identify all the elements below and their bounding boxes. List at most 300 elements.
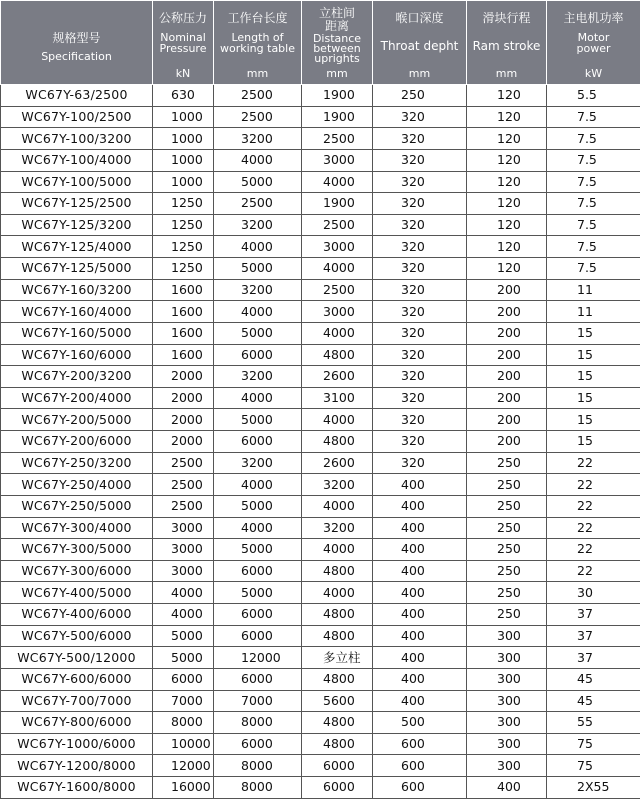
table-row — [1, 755, 640, 777]
cell-throat-depth: 400 — [373, 690, 467, 712]
cell-upright-distance: 3100 — [302, 387, 373, 409]
cell-throat-depth: 320 — [373, 128, 467, 150]
cell-nominal-pressure: 8000 — [153, 712, 214, 734]
table-row — [1, 625, 640, 647]
cell-table-length: 2500 — [214, 106, 302, 128]
table-row — [1, 517, 640, 539]
cell-ram-stroke: 120 — [467, 214, 547, 236]
table-row — [1, 301, 640, 323]
cell-upright-distance: 1900 — [302, 85, 373, 107]
cell-ram-stroke: 120 — [467, 236, 547, 258]
table-row — [1, 193, 640, 215]
header-stroke-unit: mm — [495, 67, 518, 80]
cell-upright-distance: 1900 — [302, 106, 373, 128]
header-pressure-unit: kN — [175, 67, 191, 80]
cell-upright-distance: 3200 — [302, 474, 373, 496]
cell-specification: WC67Y-100/3200 — [1, 128, 153, 150]
cell-upright-distance: 2500 — [302, 279, 373, 301]
cell-nominal-pressure: 630 — [153, 85, 214, 107]
cell-throat-depth: 320 — [373, 344, 467, 366]
cell-motor-power: 45 — [547, 668, 640, 690]
cell-motor-power: 7.5 — [547, 236, 640, 258]
cell-table-length: 6000 — [214, 625, 302, 647]
cell-throat-depth: 400 — [373, 517, 467, 539]
cell-ram-stroke: 250 — [467, 560, 547, 582]
cell-table-length: 6000 — [214, 560, 302, 582]
cell-upright-distance: 4000 — [302, 539, 373, 561]
cell-ram-stroke: 250 — [467, 539, 547, 561]
cell-throat-depth: 400 — [373, 539, 467, 561]
cell-specification: WC67Y-100/5000 — [1, 171, 153, 193]
cell-throat-depth: 320 — [373, 193, 467, 215]
header-distance-en-line3: uprights — [314, 52, 360, 65]
cell-ram-stroke: 250 — [467, 582, 547, 604]
cell-ram-stroke: 200 — [467, 409, 547, 431]
cell-ram-stroke: 300 — [467, 712, 547, 734]
cell-table-length: 8000 — [214, 712, 302, 734]
header-distance-cn — [302, 7, 372, 33]
cell-nominal-pressure: 3000 — [153, 560, 214, 582]
cell-ram-stroke: 300 — [467, 625, 547, 647]
cell-throat-depth: 320 — [373, 322, 467, 344]
header-distance-cn-line1: 立柱间 — [318, 6, 355, 20]
cell-nominal-pressure: 1250 — [153, 258, 214, 280]
cell-upright-distance: 4800 — [302, 625, 373, 647]
cell-specification: WC67Y-1000/6000 — [1, 733, 153, 755]
cell-ram-stroke: 200 — [467, 279, 547, 301]
cell-specification: WC67Y-100/2500 — [1, 106, 153, 128]
cell-motor-power: 22 — [547, 517, 640, 539]
cell-throat-depth: 320 — [373, 301, 467, 323]
header-stroke-cn: 滑块行程 — [482, 11, 531, 25]
cell-specification: WC67Y-1600/8000 — [1, 777, 153, 799]
cell-specification: WC67Y-700/7000 — [1, 690, 153, 712]
cell-upright-distance: 4000 — [302, 258, 373, 280]
cell-upright-distance: 5600 — [302, 690, 373, 712]
cell-ram-stroke: 120 — [467, 171, 547, 193]
cell-nominal-pressure: 2500 — [153, 452, 214, 474]
cell-upright-distance: 6000 — [302, 755, 373, 777]
table-header — [1, 1, 640, 85]
cell-specification: WC67Y-250/4000 — [1, 474, 153, 496]
header-motor-power — [547, 1, 640, 85]
header-table-length-cn: 工作台长度 — [227, 11, 288, 25]
cell-nominal-pressure: 4000 — [153, 582, 214, 604]
cell-nominal-pressure: 5000 — [153, 647, 214, 669]
cell-ram-stroke: 250 — [467, 452, 547, 474]
table-row — [1, 495, 640, 517]
cell-throat-depth: 600 — [373, 755, 467, 777]
cell-nominal-pressure: 12000 — [153, 755, 214, 777]
cell-motor-power: 55 — [547, 712, 640, 734]
header-distance-unit: mm — [326, 67, 348, 80]
cell-table-length: 4000 — [214, 387, 302, 409]
cell-upright-distance: 3000 — [302, 149, 373, 171]
cell-nominal-pressure: 1600 — [153, 322, 214, 344]
cell-upright-distance: 4800 — [302, 431, 373, 453]
table-body — [1, 85, 640, 799]
cell-throat-depth: 320 — [373, 258, 467, 280]
cell-motor-power: 7.5 — [547, 258, 640, 280]
header-pressure-en — [153, 32, 213, 54]
cell-table-length: 3200 — [214, 279, 302, 301]
table-row — [1, 106, 640, 128]
cell-motor-power: 37 — [547, 647, 640, 669]
cell-motor-power: 7.5 — [547, 171, 640, 193]
header-throat-depth — [373, 1, 467, 85]
table-row — [1, 214, 640, 236]
cell-throat-depth: 250 — [373, 85, 467, 107]
header-pressure-en-line1: Nominal — [160, 31, 206, 44]
header-throat-en: Throat depht — [380, 39, 459, 53]
cell-specification: WC67Y-200/5000 — [1, 409, 153, 431]
header-motor-unit: kW — [584, 67, 603, 80]
cell-nominal-pressure: 3000 — [153, 517, 214, 539]
cell-motor-power: 22 — [547, 474, 640, 496]
cell-throat-depth: 320 — [373, 214, 467, 236]
cell-nominal-pressure: 1250 — [153, 193, 214, 215]
cell-specification: WC67Y-160/3200 — [1, 279, 153, 301]
header-distance-en-line1: Distance — [312, 32, 362, 45]
table-row — [1, 604, 640, 626]
header-table-length-en-line2: working table — [220, 42, 295, 55]
cell-ram-stroke: 250 — [467, 517, 547, 539]
table-row — [1, 539, 640, 561]
cell-throat-depth: 320 — [373, 409, 467, 431]
cell-specification: WC67Y-125/3200 — [1, 214, 153, 236]
cell-specification: WC67Y-500/12000 — [1, 647, 153, 669]
cell-nominal-pressure: 2500 — [153, 474, 214, 496]
cell-upright-distance: 4800 — [302, 604, 373, 626]
cell-table-length: 5000 — [214, 495, 302, 517]
cell-specification: WC67Y-200/6000 — [1, 431, 153, 453]
header-specification-en: Specification — [41, 50, 112, 63]
table-row — [1, 128, 640, 150]
cell-throat-depth: 600 — [373, 777, 467, 799]
cell-nominal-pressure: 1000 — [153, 171, 214, 193]
cell-upright-distance: 2600 — [302, 452, 373, 474]
table-row — [1, 149, 640, 171]
cell-specification: WC67Y-200/4000 — [1, 387, 153, 409]
cell-ram-stroke: 300 — [467, 668, 547, 690]
cell-upright-distance: 4800 — [302, 712, 373, 734]
header-distance-en — [302, 34, 372, 64]
cell-motor-power: 30 — [547, 582, 640, 604]
cell-ram-stroke: 120 — [467, 85, 547, 107]
cell-upright-distance: 4800 — [302, 344, 373, 366]
cell-upright-distance: 3200 — [302, 517, 373, 539]
cell-ram-stroke: 200 — [467, 431, 547, 453]
cell-table-length: 6000 — [214, 733, 302, 755]
cell-motor-power: 22 — [547, 452, 640, 474]
cell-throat-depth: 320 — [373, 431, 467, 453]
header-table-length-en — [214, 32, 301, 54]
cell-ram-stroke: 200 — [467, 366, 547, 388]
cell-nominal-pressure: 1000 — [153, 149, 214, 171]
table-row — [1, 647, 640, 669]
cell-nominal-pressure: 7000 — [153, 690, 214, 712]
cell-specification: WC67Y-125/4000 — [1, 236, 153, 258]
table-row — [1, 452, 640, 474]
header-pressure-en-line2: Pressure — [159, 42, 207, 55]
table-row — [1, 409, 640, 431]
cell-ram-stroke: 200 — [467, 387, 547, 409]
cell-ram-stroke: 120 — [467, 106, 547, 128]
cell-nominal-pressure: 1600 — [153, 344, 214, 366]
cell-upright-distance: 4800 — [302, 733, 373, 755]
cell-motor-power: 15 — [547, 431, 640, 453]
header-motor-cn: 主电机功率 — [563, 11, 624, 25]
cell-nominal-pressure: 1600 — [153, 279, 214, 301]
cell-throat-depth: 320 — [373, 149, 467, 171]
cell-motor-power: 75 — [547, 733, 640, 755]
cell-table-length: 3200 — [214, 452, 302, 474]
cell-motor-power: 15 — [547, 387, 640, 409]
cell-nominal-pressure: 1000 — [153, 106, 214, 128]
cell-upright-distance: 6000 — [302, 777, 373, 799]
cell-motor-power: 7.5 — [547, 106, 640, 128]
header-pressure-cn: 公称压力 — [158, 11, 207, 25]
cell-upright-distance: 4800 — [302, 560, 373, 582]
cell-table-length: 8000 — [214, 777, 302, 799]
cell-nominal-pressure: 1600 — [153, 301, 214, 323]
cell-motor-power: 7.5 — [547, 149, 640, 171]
cell-nominal-pressure: 1000 — [153, 128, 214, 150]
cell-table-length: 4000 — [214, 517, 302, 539]
header-upright-distance — [302, 1, 373, 85]
cell-throat-depth: 400 — [373, 625, 467, 647]
cell-ram-stroke: 200 — [467, 344, 547, 366]
cell-motor-power: 45 — [547, 690, 640, 712]
header-stroke-en: Ram stroke — [472, 39, 541, 53]
cell-specification: WC67Y-600/6000 — [1, 668, 153, 690]
cell-table-length: 3200 — [214, 128, 302, 150]
cell-nominal-pressure: 1250 — [153, 236, 214, 258]
cell-table-length: 5000 — [214, 258, 302, 280]
cell-specification: WC67Y-250/3200 — [1, 452, 153, 474]
cell-throat-depth: 400 — [373, 668, 467, 690]
table-row — [1, 344, 640, 366]
cell-motor-power: 22 — [547, 539, 640, 561]
cell-nominal-pressure: 4000 — [153, 604, 214, 626]
table-row — [1, 690, 640, 712]
cell-upright-distance: 4000 — [302, 322, 373, 344]
cell-throat-depth: 320 — [373, 366, 467, 388]
table-row — [1, 85, 640, 107]
cell-motor-power: 7.5 — [547, 193, 640, 215]
cell-table-length: 5000 — [214, 539, 302, 561]
cell-motor-power: 11 — [547, 301, 640, 323]
cell-motor-power: 7.5 — [547, 128, 640, 150]
cell-throat-depth: 400 — [373, 582, 467, 604]
cell-motor-power: 22 — [547, 560, 640, 582]
cell-table-length: 4000 — [214, 301, 302, 323]
cell-ram-stroke: 120 — [467, 128, 547, 150]
table-row — [1, 322, 640, 344]
cell-specification: WC67Y-400/6000 — [1, 604, 153, 626]
cell-specification: WC67Y-100/4000 — [1, 149, 153, 171]
cell-ram-stroke: 120 — [467, 149, 547, 171]
cell-upright-distance: 4000 — [302, 495, 373, 517]
cell-table-length: 5000 — [214, 171, 302, 193]
cell-table-length: 6000 — [214, 431, 302, 453]
cell-specification: WC67Y-200/3200 — [1, 366, 153, 388]
cell-ram-stroke: 250 — [467, 474, 547, 496]
header-distance-cn-line2: 距离 — [324, 19, 349, 33]
cell-specification: WC67Y-300/4000 — [1, 517, 153, 539]
cell-specification: WC67Y-160/6000 — [1, 344, 153, 366]
cell-motor-power: 37 — [547, 625, 640, 647]
table-row — [1, 258, 640, 280]
cell-nominal-pressure: 1250 — [153, 214, 214, 236]
cell-nominal-pressure: 10000 — [153, 733, 214, 755]
cell-throat-depth: 600 — [373, 733, 467, 755]
table-row — [1, 777, 640, 799]
cell-specification: WC67Y-125/2500 — [1, 193, 153, 215]
table-row — [1, 279, 640, 301]
cell-throat-depth: 500 — [373, 712, 467, 734]
cell-nominal-pressure: 16000 — [153, 777, 214, 799]
cell-ram-stroke: 120 — [467, 193, 547, 215]
cell-throat-depth: 320 — [373, 171, 467, 193]
cell-table-length: 6000 — [214, 668, 302, 690]
cell-throat-depth: 400 — [373, 474, 467, 496]
cell-specification: WC67Y-160/4000 — [1, 301, 153, 323]
cell-throat-depth: 320 — [373, 387, 467, 409]
cell-throat-depth: 320 — [373, 106, 467, 128]
cell-table-length: 4000 — [214, 149, 302, 171]
cell-specification: WC67Y-160/5000 — [1, 322, 153, 344]
cell-table-length: 2500 — [214, 193, 302, 215]
table-row — [1, 474, 640, 496]
cell-ram-stroke: 250 — [467, 604, 547, 626]
cell-table-length: 5000 — [214, 582, 302, 604]
cell-table-length: 12000 — [214, 647, 302, 669]
cell-upright-distance: 4000 — [302, 582, 373, 604]
header-distance-en-line2: between — [313, 42, 361, 55]
header-throat-cn: 喉口深度 — [395, 11, 444, 25]
header-motor-en — [547, 32, 640, 54]
table-row — [1, 431, 640, 453]
cell-specification: WC67Y-400/5000 — [1, 582, 153, 604]
cell-motor-power: 15 — [547, 366, 640, 388]
header-specification-cn: 规格型号 — [52, 31, 101, 45]
cell-upright-distance: 4800 — [302, 668, 373, 690]
cell-motor-power: 22 — [547, 495, 640, 517]
cell-motor-power: 11 — [547, 279, 640, 301]
cell-specification: WC67Y-300/6000 — [1, 560, 153, 582]
cell-specification: WC67Y-63/2500 — [1, 85, 153, 107]
table-row — [1, 560, 640, 582]
header-table-length — [214, 1, 302, 85]
cell-upright-distance: 2600 — [302, 366, 373, 388]
cell-specification: WC67Y-800/6000 — [1, 712, 153, 734]
cell-table-length: 6000 — [214, 344, 302, 366]
cell-throat-depth: 320 — [373, 452, 467, 474]
cell-upright-distance: 多立柱 — [302, 647, 373, 669]
cell-ram-stroke: 300 — [467, 647, 547, 669]
table-row — [1, 236, 640, 258]
cell-ram-stroke: 300 — [467, 690, 547, 712]
cell-motor-power: 7.5 — [547, 214, 640, 236]
cell-throat-depth: 320 — [373, 279, 467, 301]
table-row — [1, 733, 640, 755]
cell-table-length: 8000 — [214, 755, 302, 777]
cell-ram-stroke: 250 — [467, 495, 547, 517]
cell-upright-distance: 4000 — [302, 409, 373, 431]
header-row — [1, 1, 640, 85]
cell-table-length: 4000 — [214, 236, 302, 258]
cell-nominal-pressure: 5000 — [153, 625, 214, 647]
cell-table-length: 3200 — [214, 366, 302, 388]
cell-table-length: 5000 — [214, 322, 302, 344]
cell-motor-power: 5.5 — [547, 85, 640, 107]
cell-table-length: 6000 — [214, 604, 302, 626]
cell-table-length: 4000 — [214, 474, 302, 496]
cell-motor-power: 75 — [547, 755, 640, 777]
header-motor-en-line2: power — [576, 42, 611, 55]
cell-throat-depth: 400 — [373, 495, 467, 517]
header-motor-en-line1: Motor — [577, 31, 610, 44]
cell-ram-stroke: 300 — [467, 733, 547, 755]
cell-motor-power: 15 — [547, 344, 640, 366]
cell-upright-distance: 1900 — [302, 193, 373, 215]
cell-table-length: 7000 — [214, 690, 302, 712]
cell-ram-stroke: 200 — [467, 301, 547, 323]
cell-table-length: 2500 — [214, 85, 302, 107]
cell-specification: WC67Y-300/5000 — [1, 539, 153, 561]
cell-nominal-pressure: 2000 — [153, 409, 214, 431]
cell-ram-stroke: 120 — [467, 258, 547, 280]
cell-upright-distance: 2500 — [302, 128, 373, 150]
cell-throat-depth: 320 — [373, 236, 467, 258]
cell-specification: WC67Y-1200/8000 — [1, 755, 153, 777]
cell-nominal-pressure: 3000 — [153, 539, 214, 561]
cell-ram-stroke: 300 — [467, 755, 547, 777]
cell-table-length: 3200 — [214, 214, 302, 236]
table-row — [1, 366, 640, 388]
cell-upright-distance: 4000 — [302, 171, 373, 193]
header-specification — [1, 1, 153, 85]
cell-upright-distance: 2500 — [302, 214, 373, 236]
cell-nominal-pressure: 2000 — [153, 387, 214, 409]
cell-specification: WC67Y-250/5000 — [1, 495, 153, 517]
cell-nominal-pressure: 6000 — [153, 668, 214, 690]
table-row — [1, 171, 640, 193]
cell-upright-distance: 3000 — [302, 236, 373, 258]
cell-nominal-pressure: 2500 — [153, 495, 214, 517]
table-row — [1, 387, 640, 409]
cell-motor-power: 15 — [547, 409, 640, 431]
cell-nominal-pressure: 2000 — [153, 366, 214, 388]
cell-nominal-pressure: 2000 — [153, 431, 214, 453]
cell-throat-depth: 400 — [373, 604, 467, 626]
cell-throat-depth: 400 — [373, 647, 467, 669]
table-row — [1, 582, 640, 604]
cell-ram-stroke: 200 — [467, 322, 547, 344]
cell-motor-power: 37 — [547, 604, 640, 626]
cell-upright-distance: 3000 — [302, 301, 373, 323]
header-nominal-pressure — [153, 1, 214, 85]
cell-specification: WC67Y-125/5000 — [1, 258, 153, 280]
cell-specification: WC67Y-500/6000 — [1, 625, 153, 647]
cell-table-length: 5000 — [214, 409, 302, 431]
header-throat-unit: mm — [408, 67, 431, 80]
cell-motor-power: 15 — [547, 322, 640, 344]
header-table-length-en-line1: Length of — [231, 31, 284, 44]
header-ram-stroke — [467, 1, 547, 85]
cell-motor-power: 2X55 — [547, 777, 640, 799]
